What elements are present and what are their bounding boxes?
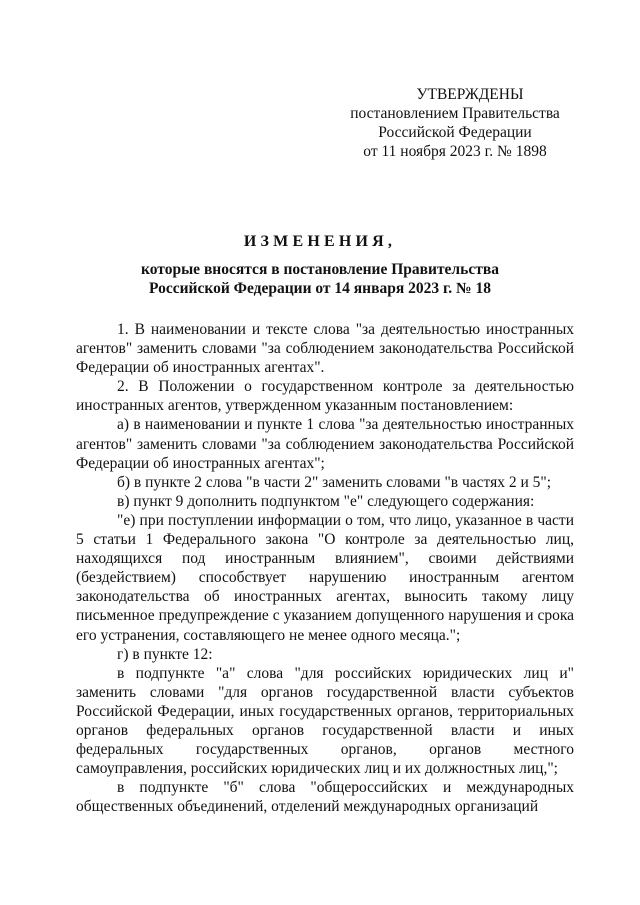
paragraph-2v-text: "е) при поступлении информации о том, что лицо, указанное в части 5 статьи 1 Федерального закона "О контроле за деятельностью лиц, находящихся под иностранным влиянием", своими действиями (бездействием) способствует нарушению иностранным агентом законодательства об иностранных агентах, выносить такому лицу письменное предупреждение с указанием допущенного нарушения и срока его устранения, составляющего не менее одного месяца.";	[76, 511, 574, 644]
paragraph-2a: а) в наименовании и пункте 1 слова "за деятельностью иностранных агентов" заменить словами "за соблюдением законодательства Российской Федерации об иностранных агентах";	[76, 416, 574, 472]
document-subtitle	[60, 260, 580, 298]
document-title: ИЗМЕНЕНИЯ,	[243, 233, 397, 250]
subtitle-line-1: которые вносятся в постановление Правительства	[141, 261, 499, 278]
paragraph-2g-a: в подпункте "а" слова "для российских юридических лиц и" заменить словами "для органов государственной власти субъектов Российской Федерации, иных государственных органов, территориальных органов федеральных органов государственной власти и иных федеральных государственных органов, органов местного самоуправления, российских юридических лиц и их должностных лиц,";	[76, 664, 574, 778]
subtitle-line-2: Российской Федерации от 14 января 2023 г. № 18	[149, 280, 491, 297]
approval-block	[330, 85, 580, 161]
approval-line-3: от 11 ноября 2023 г. № 1898	[363, 143, 547, 160]
approval-line-2: Российской Федерации	[378, 124, 532, 141]
document-body	[76, 320, 574, 816]
approval-heading: УТВЕРЖДЕНЫ	[416, 86, 524, 103]
paragraph-2b: б) в пункте 2 слова "в части 2" заменить словами "в частях 2 и 5";	[117, 473, 552, 491]
approval-line-1: постановлением Правительства	[350, 105, 560, 122]
paragraph-2v: в) пункт 9 дополнить подпунктом "е" следующего содержания:	[117, 492, 535, 510]
paragraph-1: 1. В наименовании и тексте слова "за деятельностью иностранных агентов" заменить словами "за соблюдением законодательства Российской Федерации об иностранных агентах".	[76, 321, 574, 377]
paragraph-2: 2. В Положении о государственном контроле за деятельностью иностранных агентов, утвержденном указанным постановлением:	[76, 378, 574, 415]
paragraph-2g-b: в подпункте "б" слова "общероссийских и международных общественных объединений, отделений международных организаций	[76, 779, 574, 816]
paragraph-2g: г) в пункте 12:	[117, 645, 213, 663]
